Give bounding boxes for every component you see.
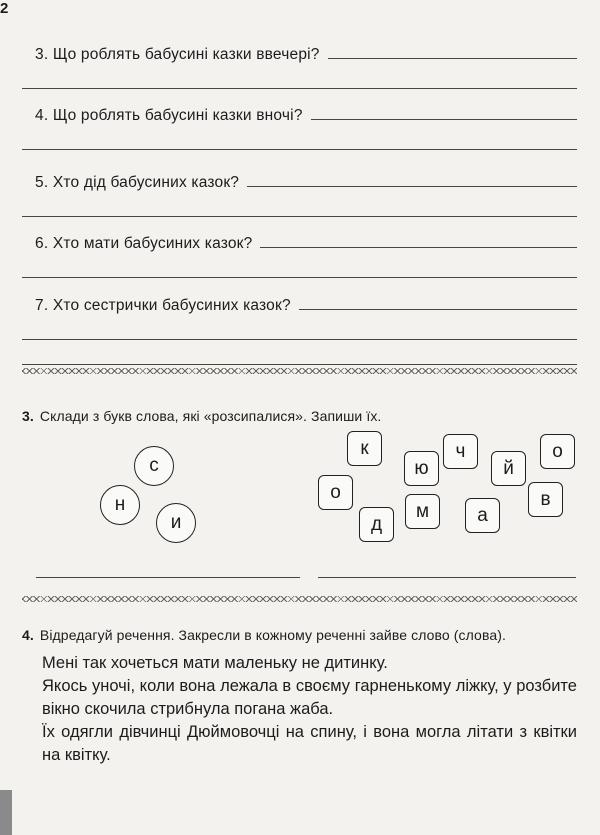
answer-line[interactable] [22,253,577,278]
answer-line[interactable] [22,125,577,150]
section-divider [22,596,577,602]
page-number: 2 [0,0,9,17]
letter-square: ю [404,451,439,486]
task-4-title [22,627,506,643]
letter-square: м [405,494,440,529]
task-number: 3. [22,408,34,424]
sentence[interactable]: Мені так хочеться мати маленьку не дитинку. [42,654,388,672]
question-4 [22,99,577,150]
letter-square: о [540,434,575,469]
answer-line[interactable] [22,64,577,89]
task-instruction: Склади з букв слова, які «розсипалися». Запиши їх. [39,408,382,424]
task-4-sentences [42,652,577,767]
task-instruction: Відредагуй речення. Закресли в кожному реченні зайве слово (слова). [39,627,506,643]
page-edge-strip [0,790,12,835]
answer-line[interactable] [299,309,577,310]
letter-square: ч [443,434,478,469]
answer-line[interactable] [311,119,577,120]
letter-square: о [318,475,353,510]
answer-line[interactable] [328,58,577,59]
question-6 [22,227,577,278]
letter-circle: и [156,503,196,543]
answer-line[interactable] [247,186,577,187]
question-text: 6. Хто мати бабусиних казок? [35,235,253,252]
section-divider [22,368,577,374]
letter-square: в [528,482,563,517]
question-text: 5. Хто дід бабусиних казок? [35,174,240,191]
letter-circle: н [100,485,140,525]
question-7 [22,289,577,365]
answer-line[interactable] [318,577,576,578]
sentence[interactable]: Якось уночі, коли вона лежала в своєму гарненькому ліжку, у розбите вікно скочила стрибнула погана жаба. [42,677,577,718]
sentence[interactable]: Їх одягли дівчинці Дюймовочці на спину, і вона могла літати з квітки на квітку. [42,723,577,764]
answer-line[interactable] [36,577,300,578]
letter-square: к [347,431,382,466]
answer-line[interactable] [22,315,577,340]
question-text: 4. Що роблять бабусині казки вночі? [35,107,303,124]
question-text: 7. Хто сестрички бабусиних казок? [35,297,291,314]
question-5 [22,166,577,217]
letter-square: й [491,451,526,486]
task-3-title [22,408,381,424]
task-number: 4. [22,627,34,643]
answer-line[interactable] [22,192,577,217]
letter-square: д [359,507,394,542]
answer-line[interactable] [260,247,577,248]
letter-square: а [465,498,500,533]
question-text: 3. Що роблять бабусині казки ввечері? [35,46,320,63]
question-3 [22,38,577,89]
answer-line[interactable] [22,340,577,365]
letter-circle: с [134,446,174,486]
